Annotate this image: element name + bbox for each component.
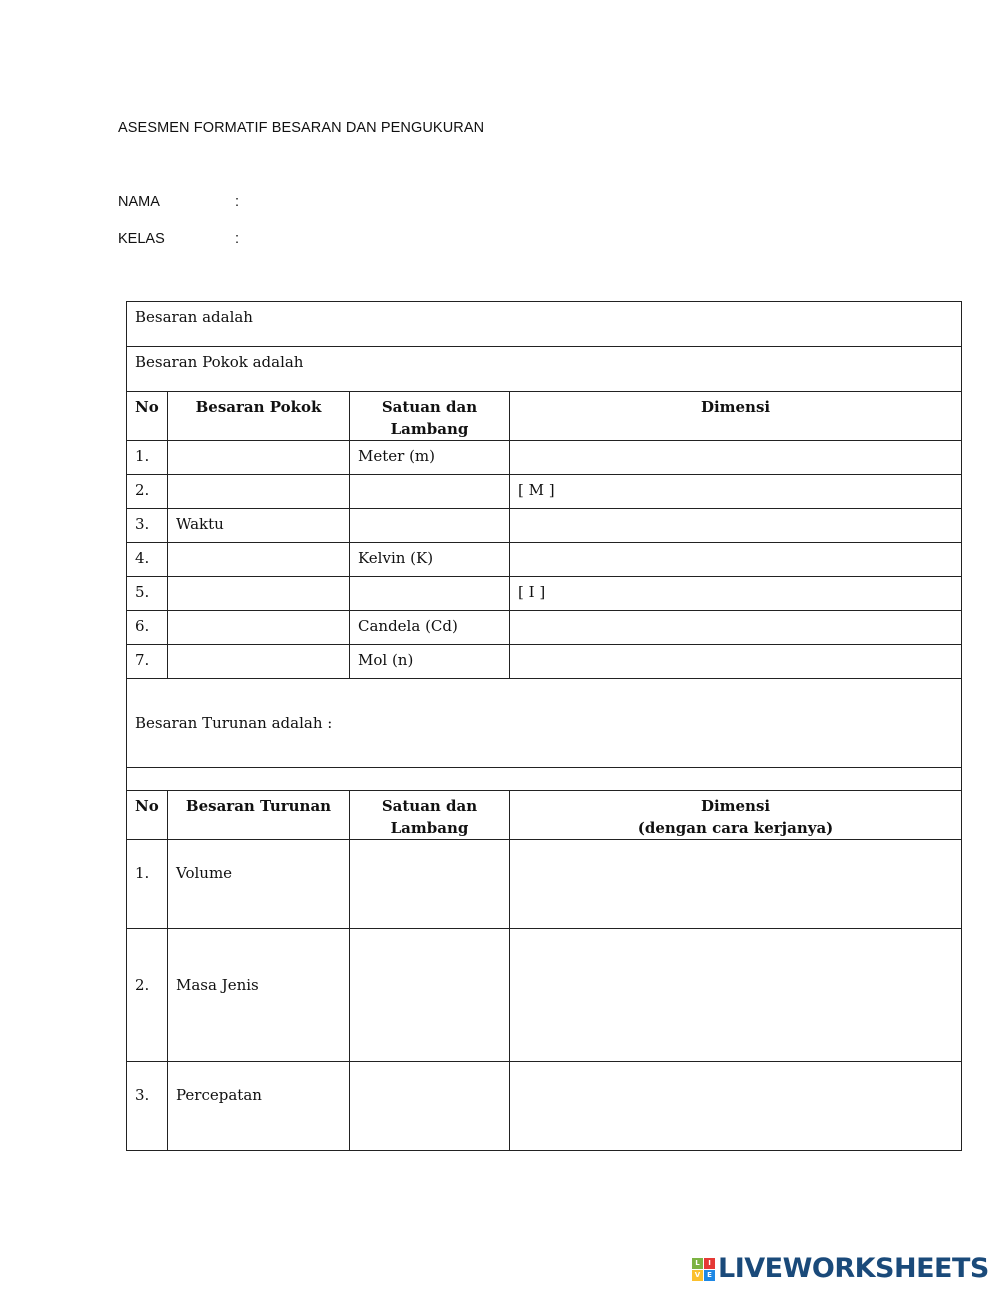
pokok-row-dimension[interactable]: [ M ] bbox=[510, 475, 962, 509]
pokok-row-quantity[interactable] bbox=[168, 577, 350, 611]
pokok-row bbox=[127, 509, 962, 543]
turunan-row-dimension[interactable] bbox=[510, 929, 962, 1062]
pokok-row-quantity[interactable] bbox=[168, 611, 350, 645]
besaran-turunan-definition-cell[interactable]: Besaran Turunan adalah : bbox=[127, 679, 962, 768]
turunan-header-dimension-line1: Dimensi bbox=[700, 797, 771, 815]
turunan-row-unit[interactable] bbox=[350, 1062, 510, 1151]
pokok-row-unit[interactable]: Candela (Cd) bbox=[350, 611, 510, 645]
pokok-row-unit[interactable]: Meter (m) bbox=[350, 441, 510, 475]
besaran-definition-row bbox=[127, 302, 962, 347]
pokok-row bbox=[127, 577, 962, 611]
pokok-row bbox=[127, 611, 962, 645]
turunan-row-dimension[interactable] bbox=[510, 840, 962, 929]
pokok-row-no: 4. bbox=[127, 543, 168, 577]
pokok-row-dimension[interactable] bbox=[510, 441, 962, 475]
pokok-row-dimension[interactable]: [ I ] bbox=[510, 577, 962, 611]
pokok-row-dimension[interactable] bbox=[510, 543, 962, 577]
logo-text: LIVEWORKSHEETS bbox=[718, 1253, 989, 1284]
pokok-header-quantity: Besaran Pokok bbox=[168, 392, 350, 441]
pokok-row bbox=[127, 543, 962, 577]
logo-block-i: I bbox=[704, 1258, 715, 1269]
turunan-row bbox=[127, 929, 962, 1062]
turunan-row-no: 2. bbox=[127, 929, 168, 1062]
pokok-row-unit[interactable] bbox=[350, 577, 510, 611]
class-colon: : bbox=[235, 231, 240, 247]
pokok-row-unit[interactable]: Kelvin (K) bbox=[350, 543, 510, 577]
logo-blocks-icon bbox=[692, 1258, 715, 1281]
pokok-row-no: 6. bbox=[127, 611, 168, 645]
besaran-pokok-definition-row bbox=[127, 347, 962, 392]
besaran-pokok-definition-cell[interactable]: Besaran Pokok adalah bbox=[127, 347, 962, 392]
pokok-row-quantity[interactable] bbox=[168, 543, 350, 577]
pokok-header-dimension: Dimensi bbox=[510, 392, 962, 441]
pokok-row-no: 1. bbox=[127, 441, 168, 475]
pokok-row-quantity[interactable] bbox=[168, 475, 350, 509]
logo-block-e: E bbox=[704, 1270, 715, 1281]
pokok-row bbox=[127, 645, 962, 679]
turunan-header-unit-line1: Satuan dan bbox=[381, 797, 478, 815]
pokok-row bbox=[127, 441, 962, 475]
pokok-row-no: 7. bbox=[127, 645, 168, 679]
name-label: NAMA bbox=[118, 194, 160, 210]
pokok-header-unit-line1: Satuan dan bbox=[381, 398, 478, 416]
besaran-turunan-definition-row bbox=[127, 679, 962, 768]
name-colon: : bbox=[235, 194, 240, 210]
pokok-row-quantity[interactable]: Waktu bbox=[168, 509, 350, 543]
turunan-row-unit[interactable] bbox=[350, 840, 510, 929]
pokok-row-quantity[interactable] bbox=[168, 645, 350, 679]
pokok-row-dimension[interactable] bbox=[510, 645, 962, 679]
besaran-definition-cell[interactable]: Besaran adalah bbox=[127, 302, 962, 347]
worksheet-table bbox=[126, 301, 962, 1151]
turunan-row-quantity: Percepatan bbox=[168, 1062, 350, 1151]
pokok-header-unit bbox=[350, 392, 510, 441]
pokok-row-dimension[interactable] bbox=[510, 509, 962, 543]
turunan-header-dimension bbox=[510, 791, 962, 840]
turunan-row bbox=[127, 840, 962, 929]
pokok-row-no: 2. bbox=[127, 475, 168, 509]
turunan-header-row bbox=[127, 791, 962, 840]
turunan-row-quantity: Masa Jenis bbox=[168, 929, 350, 1062]
pokok-row-quantity[interactable] bbox=[168, 441, 350, 475]
turunan-row-unit[interactable] bbox=[350, 929, 510, 1062]
document-title: ASESMEN FORMATIF BESARAN DAN PENGUKURAN bbox=[118, 120, 485, 136]
turunan-header-unit-line2: Lambang bbox=[390, 819, 469, 837]
turunan-header-quantity: Besaran Turunan bbox=[168, 791, 350, 840]
turunan-row-dimension[interactable] bbox=[510, 1062, 962, 1151]
turunan-row bbox=[127, 1062, 962, 1151]
pokok-row-unit[interactable] bbox=[350, 509, 510, 543]
liveworksheets-logo bbox=[692, 1254, 989, 1284]
logo-block-v: V bbox=[692, 1270, 703, 1281]
spacer-row bbox=[127, 768, 962, 791]
pokok-row-no: 3. bbox=[127, 509, 168, 543]
spacer-cell bbox=[127, 768, 962, 791]
pokok-row-unit[interactable] bbox=[350, 475, 510, 509]
logo-block-l: L bbox=[692, 1258, 703, 1269]
turunan-header-no: No bbox=[127, 791, 168, 840]
pokok-row-unit[interactable]: Mol (n) bbox=[350, 645, 510, 679]
pokok-header-unit-line2: Lambang bbox=[390, 420, 469, 438]
pokok-header-row bbox=[127, 392, 962, 441]
turunan-header-dimension-line2: (dengan cara kerjanya) bbox=[637, 819, 834, 837]
pokok-row-no: 5. bbox=[127, 577, 168, 611]
turunan-row-no: 3. bbox=[127, 1062, 168, 1151]
turunan-header-unit bbox=[350, 791, 510, 840]
class-label: KELAS bbox=[118, 231, 165, 247]
turunan-row-quantity: Volume bbox=[168, 840, 350, 929]
turunan-row-no: 1. bbox=[127, 840, 168, 929]
pokok-row-dimension[interactable] bbox=[510, 611, 962, 645]
pokok-header-no: No bbox=[127, 392, 168, 441]
pokok-row bbox=[127, 475, 962, 509]
